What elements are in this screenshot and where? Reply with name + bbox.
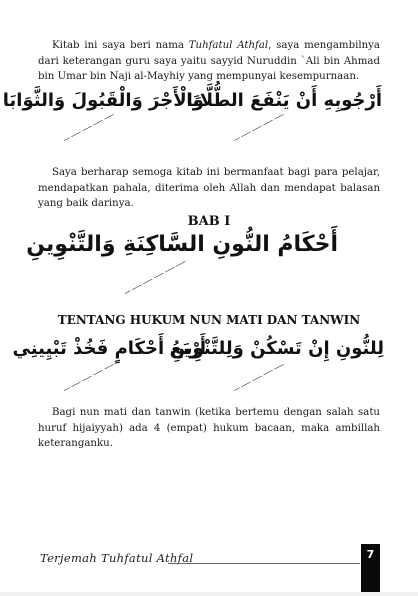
intro-text-start: Kitab ini saya beri nama bbox=[52, 40, 189, 51]
chapter-label: BAB I bbox=[187, 214, 231, 229]
intro-text-end: , saya mengambilnya dari keterangan guru saya yaitu sayyid Nuruddin `Ali bin Ahmad bin Umar bin Naji al-Mayhiy yang mempunyai kesempurnaan. bbox=[38, 40, 381, 83]
chapter-arabic-title: أَحْكَامُ النُّونِ السَّاكِنَةِ وَالتَّنْوِينِ bbox=[26, 232, 338, 257]
verse2-right-annotations: ـــــ ـــــ ـــــ ـــــ ـــ bbox=[231, 359, 285, 393]
verse1-right-annotations: ـــــ ـــــ ـــــ ـــــ ـــ bbox=[231, 109, 285, 143]
verse1-left-hemistich: وَالْأَجْرَ وَالْقَبُولَ وَالثَّوَابَا bbox=[2, 90, 204, 111]
verse2-left-annotations: ـــــ ـــــ ـــــ ـــــ ـــ bbox=[61, 359, 115, 393]
verse1-right-hemistich: أَرْجُوبِهِ أَنْ يَنْفَعَ الطُّلَّابَا bbox=[186, 90, 382, 111]
verse2-left-hemistich: أَرْبَعُ أَحْكَامٍ فَخُذْ تَبْيِينِي bbox=[12, 338, 206, 359]
page-bottom-edge bbox=[0, 592, 418, 596]
rules-paragraph: Bagi nun mati dan tanwin (ketika bertemu dengan salah satu huruf hijaiyyah) ada 4 (empat) hukum bacaan, maka ambillah keteranganku. bbox=[38, 407, 380, 450]
expectation-paragraph: Saya berharap semoga kitab ini bermanfaat bagi para pelajar, mendapatkan pahala, diterima oleh Allah dan mendapat balasan yang baik darinya. bbox=[38, 167, 380, 210]
verse2-right-hemistich: لِلنُّونِ إِنْ تَسْكُنْ وَلِلتَّنْوِينِ bbox=[169, 338, 384, 359]
book-title-italic: Tuhfatul Athfal bbox=[188, 40, 269, 51]
chapter-title-annotations: ـــــ ـــــ ـــــ ـــــ ـــــ ـــ bbox=[122, 256, 187, 296]
intro-paragraph bbox=[38, 38, 380, 85]
section-heading: TENTANG HUKUM NUN MATI DAN TANWIN bbox=[57, 313, 361, 327]
page-number: 7 bbox=[366, 548, 375, 561]
verse1-left-annotations: ـــــ ـــــ ـــــ ـــــ ـــ bbox=[61, 109, 115, 143]
footer-divider bbox=[168, 563, 360, 564]
footer-book-title: Terjemah Tuhfatul Athfal bbox=[40, 551, 194, 565]
